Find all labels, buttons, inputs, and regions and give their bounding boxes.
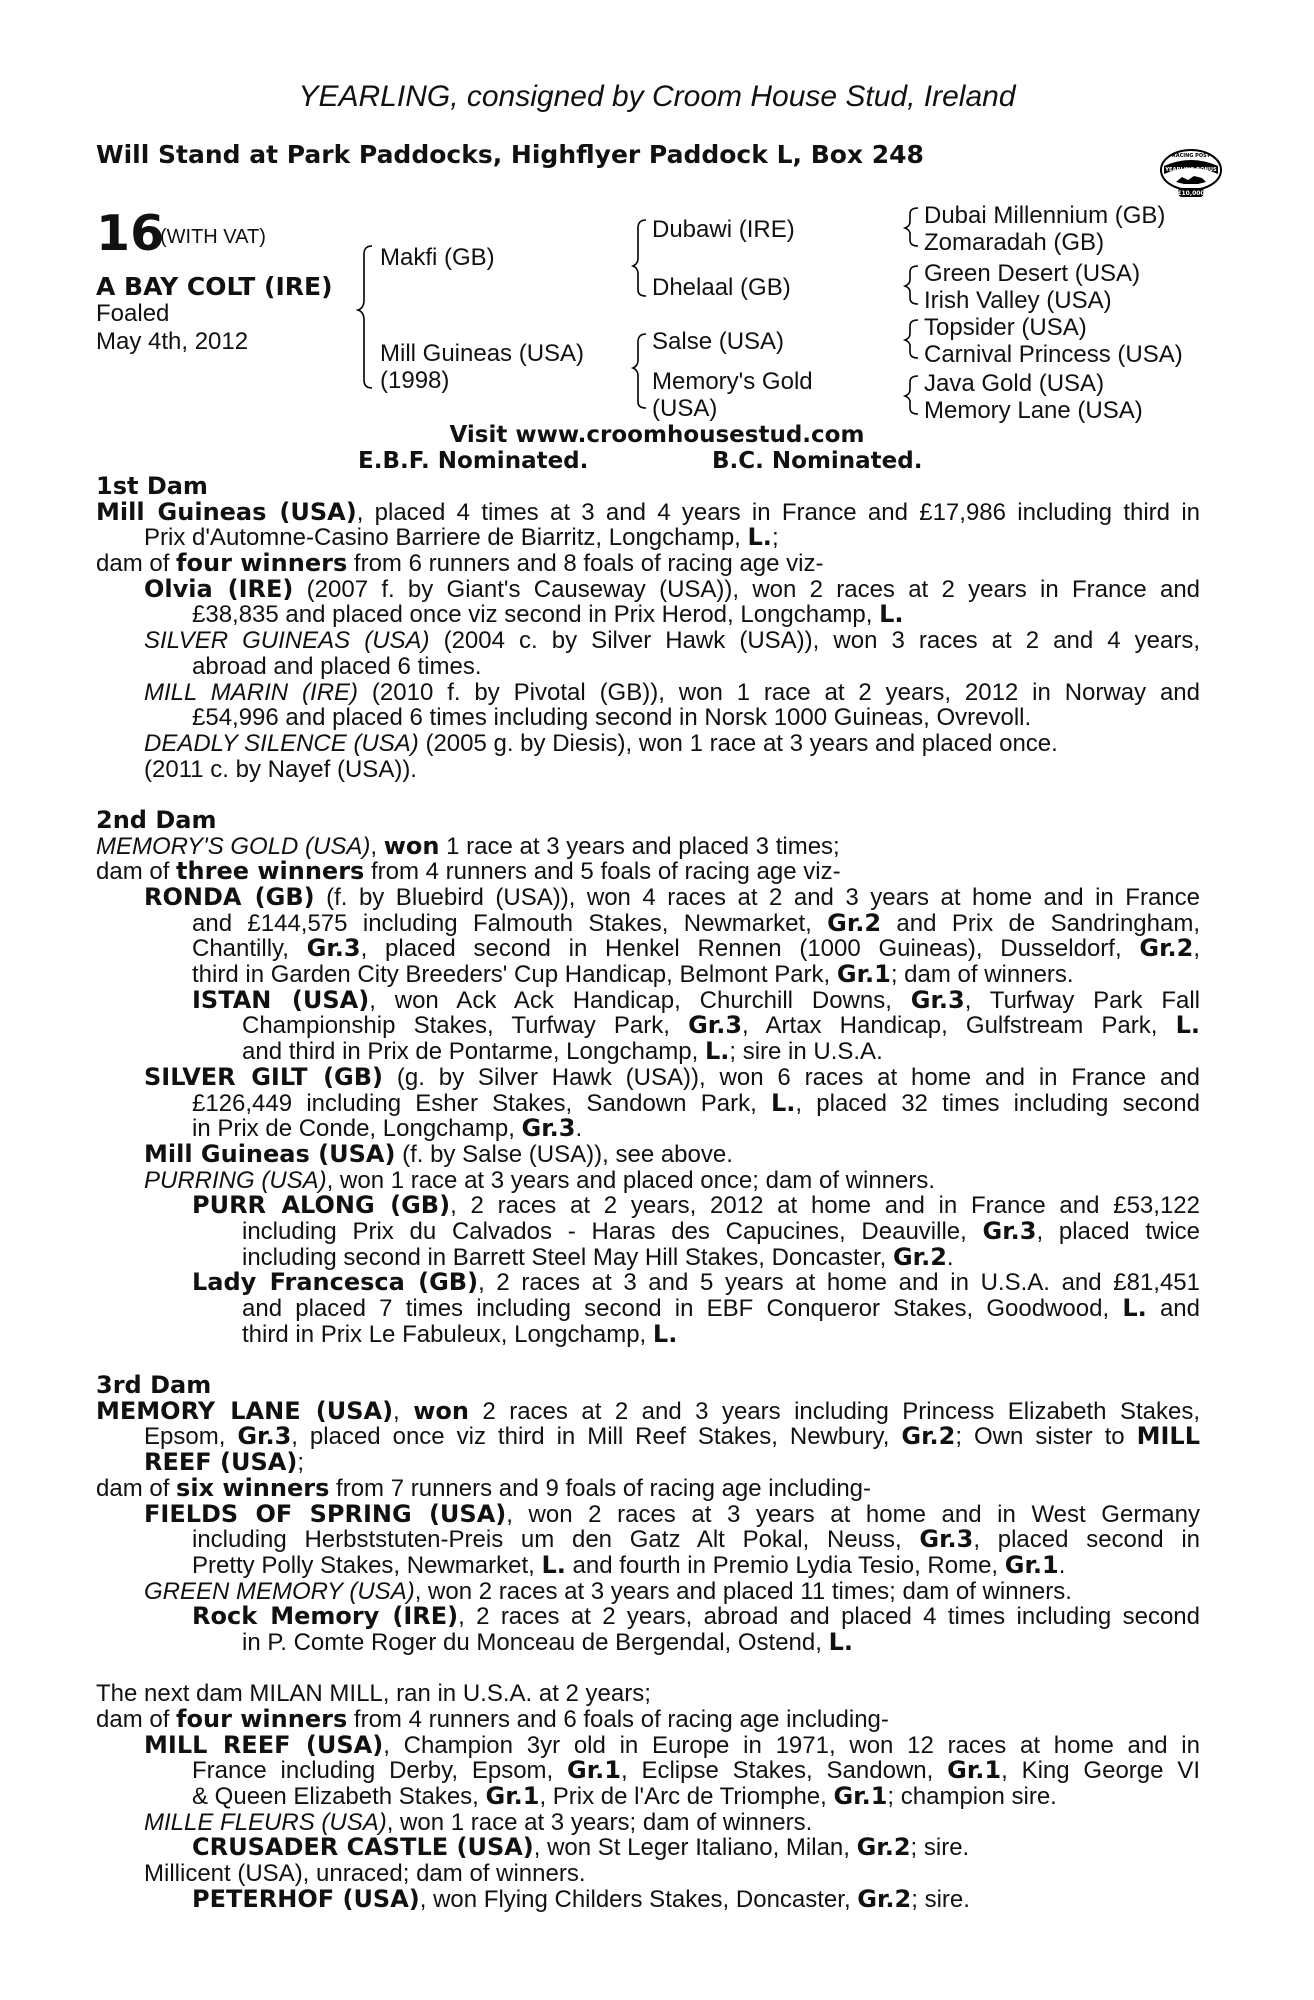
text-segment: Chantilly,	[192, 935, 307, 963]
text-segment: third in Garden City Breeders' Cup Handicap, Belmont Park,	[192, 961, 837, 989]
text-line	[96, 885, 1200, 911]
bold-text: Gr.3	[521, 1114, 576, 1143]
ebf-nomination: E.B.F. Nominated.	[358, 448, 589, 474]
text-line	[96, 497, 1200, 526]
text-segment: from 4 runners and 5 foals of racing age viz-	[364, 858, 841, 886]
text-line	[96, 1139, 1200, 1168]
text-segment: Pretty Polly Stakes, Newmarket,	[192, 1551, 542, 1579]
italic-text: MILL MARIN (IRE)	[144, 678, 359, 706]
text-line	[96, 1216, 1200, 1245]
text-segment: , placed second in	[973, 1526, 1200, 1554]
text-line	[96, 705, 1200, 731]
italic-text: SILVER GUINEAS (USA)	[144, 627, 430, 655]
pedigree-sire-dam: Dhelaal (GB)	[652, 274, 791, 301]
text-line	[96, 1396, 1201, 1425]
text-line	[96, 551, 1200, 577]
pedigree-gen3-6: Carnival Princess (USA)	[924, 341, 1183, 368]
text-line	[96, 1499, 1200, 1528]
text-line	[96, 1116, 1200, 1142]
text-segment: from 4 runners and 6 foals of racing age including-	[347, 1706, 889, 1733]
text-line	[96, 1168, 1200, 1194]
text-line	[96, 859, 1200, 885]
text-segment: including second in Barrett Steel May Hill Stakes, Doncaster,	[242, 1243, 893, 1271]
text-line	[96, 936, 1200, 962]
bold-text: Gr.1	[1004, 1550, 1059, 1579]
text-line	[96, 805, 1200, 834]
text-segment: Championship Stakes, Turfway Park,	[242, 1012, 689, 1040]
text-segment: from 7 runners and 9 foals of racing age including-	[329, 1474, 872, 1502]
text-segment: ;	[297, 1449, 304, 1477]
text-segment: in Prix de Conde, Longchamp,	[192, 1115, 522, 1143]
text-segment: (f. by Bluebird (USA)), won 4 races at 2 and 3 years at home and in France	[314, 884, 1200, 911]
pedigree-dam-sire: Salse (USA)	[652, 328, 785, 355]
text-line	[96, 1062, 1200, 1091]
lot-description: A BAY COLT (IRE)	[96, 272, 333, 301]
text-line	[96, 908, 1201, 937]
text-segment: .	[1058, 1551, 1066, 1579]
text-segment: (2004 c. by Silver Hawk (USA)), won 3 races at 2 and 4 years,	[429, 627, 1200, 655]
text-line	[96, 1242, 1200, 1271]
bold-text: Gr.1	[567, 1756, 621, 1785]
text-segment: (f. by Salse (USA)), see above.	[395, 1140, 733, 1168]
text-segment: from 6 runners and 8 foals of racing age viz-	[347, 550, 824, 578]
text-segment: .	[575, 1115, 583, 1143]
bold-text: Mill Guineas (USA)	[144, 1139, 396, 1168]
badge-amount-text: £10,000	[1177, 190, 1205, 197]
bold-text: Gr.2	[857, 1884, 912, 1913]
text-segment: 1 race at 3 years and placed 3 times;	[439, 832, 840, 860]
text-segment: and fourth in Premio Lydia Tesio, Rome,	[565, 1551, 1005, 1579]
text-line	[96, 654, 1200, 680]
text-segment: £38,835 and placed once viz second in Prix Herod, Longchamp,	[192, 601, 880, 629]
text-line	[96, 1424, 1200, 1450]
bold-text: Rock Memory (IRE)	[192, 1602, 459, 1631]
italic-text: MILLE FLEURS (USA)	[144, 1808, 387, 1836]
text-segment: The next dam MILAN MILL, ran in U.S.A. at 2 years;	[96, 1680, 651, 1708]
text-line	[96, 757, 1200, 783]
text-segment: ;	[771, 524, 779, 552]
text-line	[96, 985, 1200, 1014]
text-line	[96, 1296, 1200, 1322]
pedigree-gen3-3: Green Desert (USA)	[924, 260, 1141, 287]
text-line	[96, 962, 1200, 988]
bold-text: Gr.3	[306, 934, 361, 963]
bold-text: Gr.2	[901, 1422, 956, 1451]
text-segment: , Artax Handicap, Gulfstream Park,	[742, 1012, 1176, 1040]
text-line	[96, 1319, 1200, 1348]
text-line	[96, 1550, 1200, 1579]
text-segment: , Prix de l'Arc de Triomphe,	[539, 1783, 834, 1811]
pedigree-gen3-2: Zomaradah (GB)	[924, 229, 1105, 256]
vat-note: (WITH VAT)	[160, 226, 266, 248]
text-segment: , placed once viz third in Mill Reef Stakes, Newbury,	[291, 1423, 902, 1451]
bold-text: three winners	[176, 857, 365, 886]
text-segment: dam of	[96, 1474, 177, 1502]
bold-text: 3rd Dam	[96, 1371, 212, 1400]
pedigree-gen3-5: Topsider (USA)	[924, 314, 1087, 341]
text-segment: , Turfway Park Fall	[964, 986, 1200, 1014]
section-gap	[96, 782, 1200, 808]
bold-text: MILL	[1136, 1422, 1201, 1451]
text-line	[96, 628, 1200, 654]
bold-text: Gr.1	[836, 960, 891, 989]
page-title: YEARLING, consigned by Croom House Stud, Ireland	[298, 80, 1016, 113]
text-line	[96, 1579, 1200, 1605]
text-segment: (2007 f. by Giant's Causeway (USA)), won 2 races at 2 years in France and	[293, 575, 1201, 603]
italic-text: DEADLY SILENCE (USA)	[144, 729, 419, 757]
bold-text: four winners	[176, 549, 348, 578]
text-segment: , won St Leger Italiano, Milan,	[533, 1834, 857, 1862]
bold-text: Gr.3	[688, 1011, 743, 1040]
text-line	[96, 1627, 1200, 1656]
text-segment: France including Derby, Epsom,	[192, 1757, 568, 1785]
text-line	[96, 574, 1201, 603]
text-segment: and £144,575 including Falmouth Stakes, Newmarket,	[192, 909, 828, 937]
text-line	[96, 1013, 1200, 1039]
bold-text: Lady Francesca (GB)	[192, 1268, 479, 1297]
text-segment: ,	[1193, 935, 1200, 963]
text-segment: dam of	[96, 550, 177, 578]
text-segment: ,	[370, 832, 384, 860]
bold-text: Gr.1	[833, 1782, 888, 1811]
bold-text: won	[413, 1396, 469, 1425]
text-segment: and third in Prix de Pontarme, Longchamp,	[242, 1038, 705, 1066]
text-segment: £54,996 and placed 6 times including second in Norsk 1000 Guineas, Ovrevoll.	[192, 704, 1032, 732]
bold-text: L.	[828, 1627, 854, 1656]
text-line	[96, 1758, 1200, 1784]
text-line	[96, 525, 1200, 551]
italic-text: GREEN MEMORY (USA)	[144, 1577, 415, 1605]
foaled-label: Foaled	[96, 300, 170, 327]
text-segment: £126,449 including Esher Stakes, Sandown Park,	[192, 1089, 771, 1117]
pedigree-dam	[380, 340, 584, 394]
bold-text: L.	[747, 523, 772, 552]
text-segment: dam of	[96, 1706, 177, 1733]
text-segment: ; sire.	[911, 1885, 970, 1913]
bold-text: FIELDS OF SPRING (USA)	[144, 1499, 507, 1528]
text-segment: , won 2 races at 3 years at home and in West Germany	[506, 1500, 1200, 1528]
bold-text: ISTAN (USA)	[192, 985, 370, 1014]
bold-text: L.	[541, 1550, 566, 1579]
text-line	[96, 1835, 1200, 1861]
section-gap	[96, 1347, 1200, 1373]
bold-text: MEMORY LANE (USA)	[96, 1396, 394, 1425]
text-segment: ; champion sire.	[887, 1783, 1057, 1811]
text-line	[96, 1270, 1200, 1296]
bold-text: L.	[704, 1037, 730, 1066]
text-segment: Prix d'Automne-Casino Barriere de Biarritz, Longchamp,	[144, 524, 748, 552]
text-segment: abroad and placed 6 times.	[192, 652, 482, 680]
text-segment: , 2 races at 2 years, abroad and placed 4 times including second	[458, 1603, 1200, 1631]
bold-text: L.	[1175, 1011, 1200, 1040]
italic-text: MEMORY'S GOLD (USA)	[96, 832, 371, 860]
text-line	[96, 680, 1200, 706]
pedigree-dam-name: Mill Guineas (USA)	[380, 340, 585, 367]
stud-website: Visit www.croomhousestud.com	[449, 422, 865, 448]
text-segment: , 2 races at 3 and 5 years at home and in U.S.A. and £81,451	[478, 1269, 1201, 1297]
text-segment: , Champion 3yr old in Europe in 1971, won 12 races at home and in	[383, 1731, 1200, 1759]
section-gap	[96, 1656, 1200, 1682]
bold-text: SILVER GILT (GB)	[144, 1062, 383, 1091]
text-segment: , placed twice	[1036, 1217, 1200, 1245]
text-segment: ; dam of winners.	[890, 961, 1074, 989]
text-line	[96, 1039, 1200, 1065]
pedigree-dam-dam-name: Memory's Gold	[652, 368, 813, 395]
text-line	[96, 1707, 1200, 1733]
text-segment: ; sire.	[910, 1834, 970, 1862]
bold-text: Gr.1	[485, 1782, 540, 1811]
bold-text: L.	[879, 600, 904, 629]
text-segment: , 2 races at 2 years, 2012 at home and in France and £53,122	[450, 1192, 1200, 1220]
text-segment: , won 1 race at 3 years; dam of winners.	[386, 1808, 813, 1836]
text-line	[96, 1861, 1200, 1887]
bold-text: Gr.3	[919, 1525, 974, 1554]
bold-text: Gr.2	[892, 1242, 947, 1271]
text-segment: including Herbststuten-Preis um den Gatz Alt Pokal, Neuss,	[192, 1526, 920, 1554]
bold-text: Olvia (IRE)	[144, 574, 294, 603]
bold-text: Gr.2	[856, 1833, 911, 1862]
bold-text: PURR ALONG (GB)	[192, 1191, 451, 1220]
text-line	[96, 831, 1200, 860]
text-segment: 2 races at 2 and 3 years including Princess Elizabeth Stakes,	[468, 1397, 1201, 1425]
text-segment: ; sire in U.S.A.	[729, 1038, 883, 1066]
catalogue-body	[96, 474, 1200, 1913]
badge-top-text: RACING POST	[1171, 153, 1211, 159]
bold-text: Gr.3	[910, 985, 965, 1014]
text-line	[96, 731, 1200, 757]
bold-text: L.	[1122, 1294, 1147, 1322]
text-line	[96, 602, 1200, 628]
text-segment: and Prix de Sandringham,	[881, 909, 1201, 937]
bold-text: L.	[652, 1319, 678, 1348]
text-segment: & Queen Elizabeth Stakes,	[192, 1783, 486, 1811]
text-line	[96, 1527, 1200, 1553]
text-line	[96, 1810, 1200, 1836]
text-segment: , placed 4 times at 3 and 4 years in France and £17,986 including third in	[356, 498, 1200, 526]
bold-text: four winners	[176, 1705, 348, 1733]
pedigree-gen3-4: Irish Valley (USA)	[924, 287, 1112, 314]
bc-nomination: B.C. Nominated.	[712, 448, 923, 474]
text-segment: (2011 c. by Nayef (USA)).	[144, 755, 417, 783]
text-segment: .	[946, 1243, 954, 1271]
text-line	[96, 1730, 1200, 1759]
text-segment: Epsom,	[144, 1423, 238, 1451]
bold-text: Mill Guineas (USA)	[96, 497, 357, 526]
text-line	[96, 474, 1200, 500]
text-line	[96, 1784, 1200, 1810]
text-segment: , placed 32 times including second	[795, 1089, 1200, 1117]
text-line	[96, 1473, 1200, 1502]
text-line	[96, 1450, 1200, 1476]
pedigree-dam-dam	[652, 368, 813, 422]
bold-text: RONDA (GB)	[144, 883, 315, 911]
text-line	[96, 1193, 1200, 1219]
text-segment: (g. by Silver Hawk (USA)), won 6 races at home and in France and	[383, 1063, 1200, 1091]
text-line	[96, 1681, 1200, 1707]
pedigree-gen3-8: Memory Lane (USA)	[924, 397, 1143, 424]
text-segment: Millicent (USA), unraced; dam of winners.	[144, 1860, 586, 1888]
bold-text: Gr.2	[1139, 934, 1194, 963]
italic-text: PURRING (USA)	[144, 1166, 327, 1194]
badge-mid-text: YEARLING BONUS	[1165, 167, 1217, 173]
bold-text: 1st Dam	[96, 472, 208, 500]
text-line	[96, 1604, 1200, 1630]
pedigree-sire-sire: Dubawi (IRE)	[652, 216, 795, 243]
text-line	[96, 1088, 1200, 1117]
text-segment: , won 1 race at 3 years and placed once; dam of winners.	[326, 1166, 936, 1194]
text-segment: including Prix du Calvados - Haras des Capucines, Deauville,	[242, 1217, 983, 1245]
text-segment: ; Own sister to	[955, 1423, 1137, 1451]
bold-text: won	[383, 831, 440, 860]
bold-text: Gr.3	[237, 1422, 292, 1451]
text-segment: , won 2 races at 3 years and placed 11 times; dam of winners.	[414, 1577, 1072, 1605]
text-line	[96, 1884, 1200, 1913]
stand-location: Will Stand at Park Paddocks, Highflyer Paddock L, Box 248	[96, 140, 924, 169]
lot-number: 16	[96, 205, 165, 262]
pedigree-gen3-7: Java Gold (USA)	[924, 370, 1105, 397]
text-segment: and placed 7 times including second in EBF Conqueror Stakes, Goodwood,	[242, 1295, 1123, 1322]
bold-text: six winners	[176, 1473, 330, 1502]
text-segment: , won Flying Childers Stakes, Doncaster,	[419, 1885, 858, 1913]
bold-text: Gr.1	[947, 1756, 1002, 1785]
text-segment: ,	[393, 1397, 414, 1425]
text-segment: dam of	[96, 858, 177, 886]
text-segment: and	[1146, 1295, 1200, 1322]
foaled-date: May 4th, 2012	[96, 328, 249, 355]
pedigree-sire: Makfi (GB)	[380, 244, 495, 271]
text-line	[96, 1373, 1200, 1399]
text-segment: , Eclipse Stakes, Sandown,	[620, 1757, 948, 1785]
pedigree-gen3-1: Dubai Millennium (GB)	[924, 202, 1166, 229]
text-segment: , placed second in Henkel Rennen (1000 Guineas), Dusseldorf,	[360, 935, 1140, 963]
text-segment: , King George VI	[1001, 1757, 1200, 1785]
bold-text: REEF (USA)	[144, 1448, 298, 1477]
text-segment: (2010 f. by Pivotal (GB)), won 1 race at 2 years, 2012 in Norway and	[358, 678, 1200, 706]
pedigree-dam-dam-origin: (USA)	[652, 395, 718, 422]
bold-text: L.	[770, 1088, 796, 1117]
bold-text: Gr.2	[827, 908, 882, 937]
pedigree-dam-year: (1998)	[380, 367, 450, 394]
bold-text: Gr.3	[982, 1216, 1037, 1245]
bold-text: CRUSADER CASTLE (USA)	[192, 1833, 534, 1862]
bold-text: 2nd Dam	[96, 805, 217, 834]
text-segment: in P. Comte Roger du Monceau de Bergendal, Ostend,	[242, 1628, 829, 1656]
text-segment: (2005 g. by Diesis), won 1 race at 3 years and placed once.	[418, 729, 1058, 757]
bold-text: PETERHOF (USA)	[192, 1884, 420, 1913]
text-segment: third in Prix Le Fabuleux, Longchamp,	[242, 1320, 653, 1348]
bold-text: MILL REEF (USA)	[144, 1730, 384, 1759]
text-segment: , won Ack Ack Handicap, Churchill Downs,	[369, 986, 911, 1014]
